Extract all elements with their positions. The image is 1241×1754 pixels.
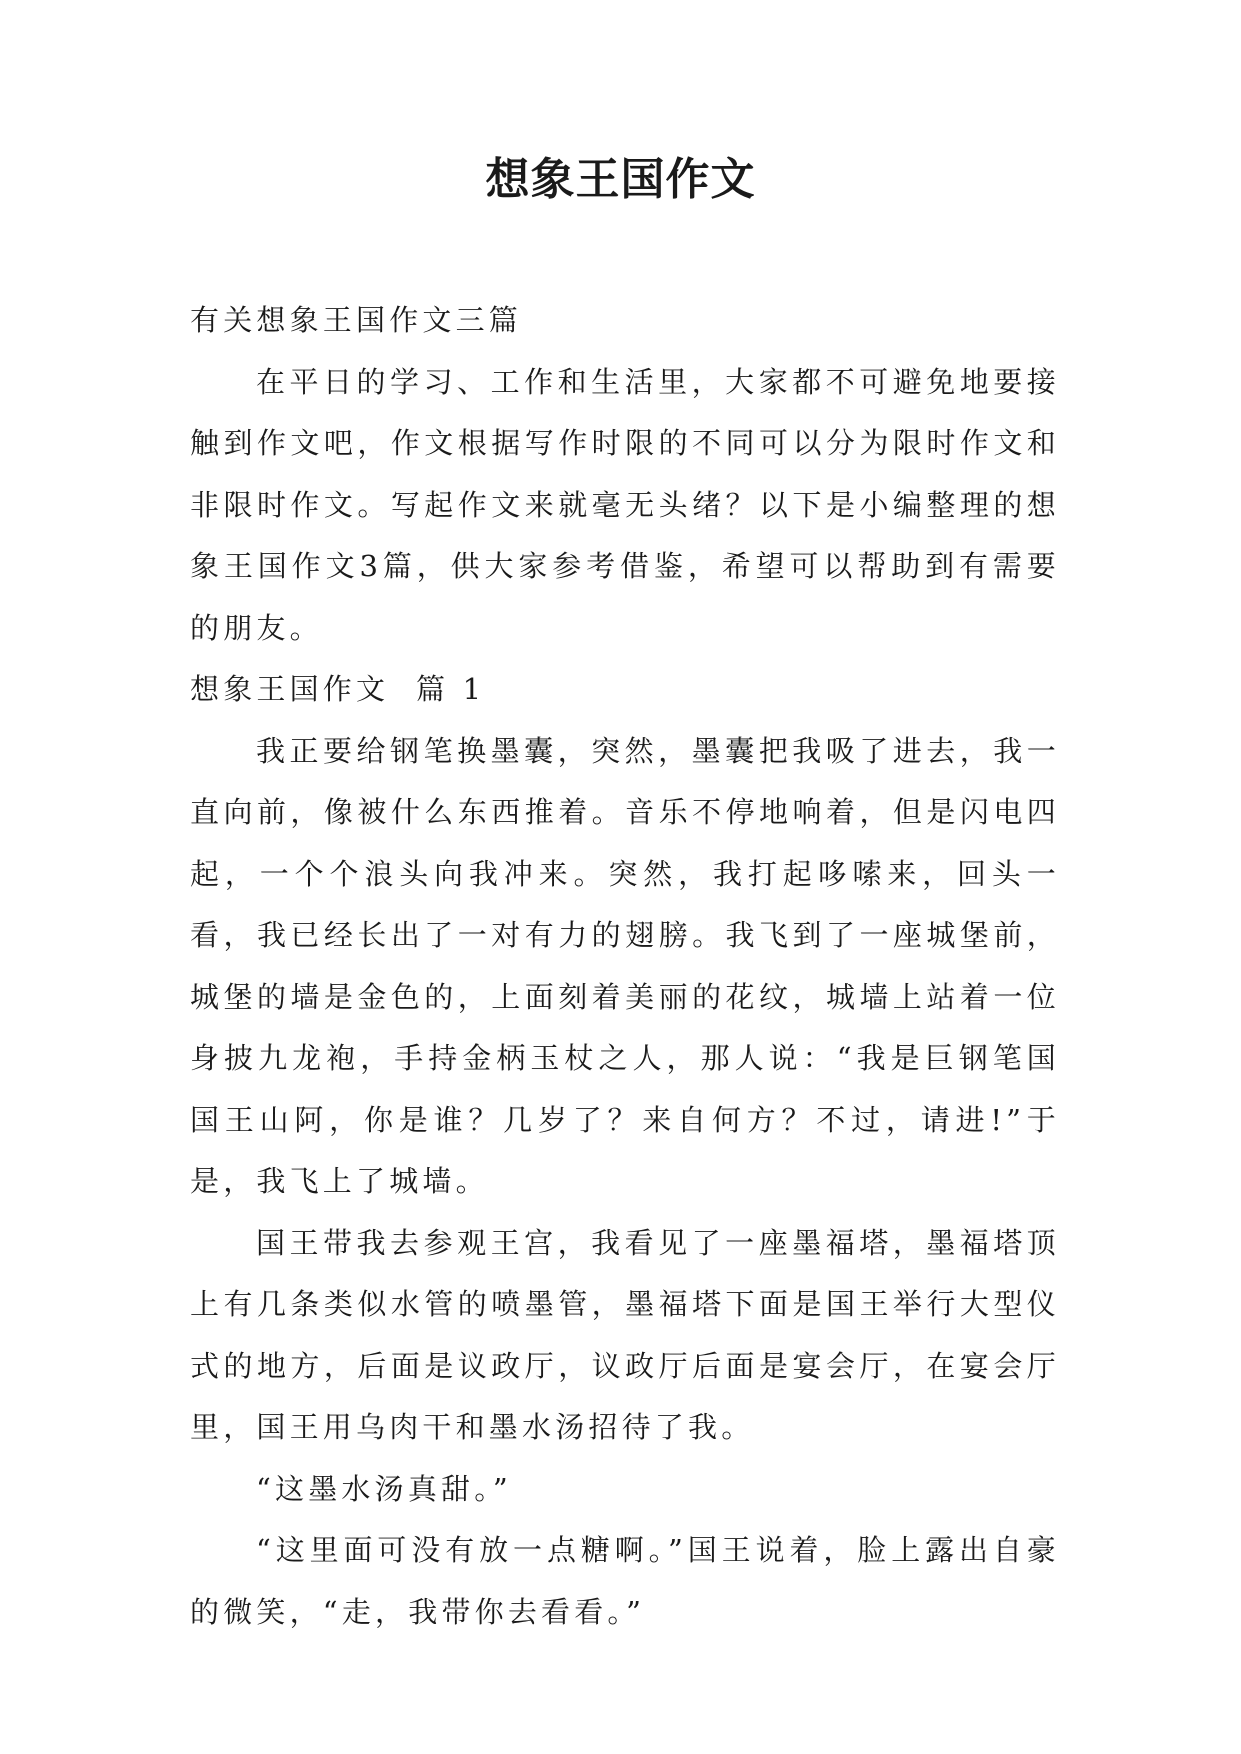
document-subtitle: 有关想象王国作文三篇 (190, 303, 523, 337)
body-paragraph: 我正要给钢笔换墨囊，突然，墨囊把我吸了进去，我一直向前，像被什么东西推着。音乐不停地响着，但是闪电四起，一个个浪头向我冲来。突然，我打起哆嗦来，回头一看，我已经长出了一对有力的翅膀。我飞到了一座城堡前，城堡的墙是金色的，上面刻着美丽的花纹，城墙上站着一位身披九龙袍，手持金柄玉杖之人，那人说：“我是巨钢笔国国王山阿，你是谁？几岁了？来自何方？不过，请进!”于是，我飞上了城墙。 (190, 733, 1060, 1198)
document-title: 想象王国作文 (485, 154, 756, 205)
body-paragraph: 国王带我去参观王宫，我看见了一座墨福塔，墨福塔顶上有几条类似水管的喷墨管，墨福塔下面是国王举行大型仪式的地方，后面是议政厅，议政厅后面是宴会厅，在宴会厅里，国王用乌肉干和墨水汤招待了我。 (190, 1225, 1060, 1444)
dialogue-paragraph: “这里面可没有放一点糖啊。”国王说着，脸上露出自豪的微笑，“走，我带你去看看。” (190, 1533, 1060, 1629)
section-heading: 想象王国作文 篇 1 (190, 672, 486, 706)
document-body (190, 290, 1060, 1643)
dialogue-paragraph: “这墨水汤真甜。” (256, 1471, 512, 1506)
intro-paragraph: 在平日的学习、工作和生活里，大家都不可避免地要接触到作文吧，作文根据写作时限的不同可以分为限时作文和非限时作文。写起作文来就毫无头绪？以下是小编整理的想象王国作文3篇，供大家参考借鉴，希望可以帮助到有需要的朋友。 (190, 364, 1060, 645)
